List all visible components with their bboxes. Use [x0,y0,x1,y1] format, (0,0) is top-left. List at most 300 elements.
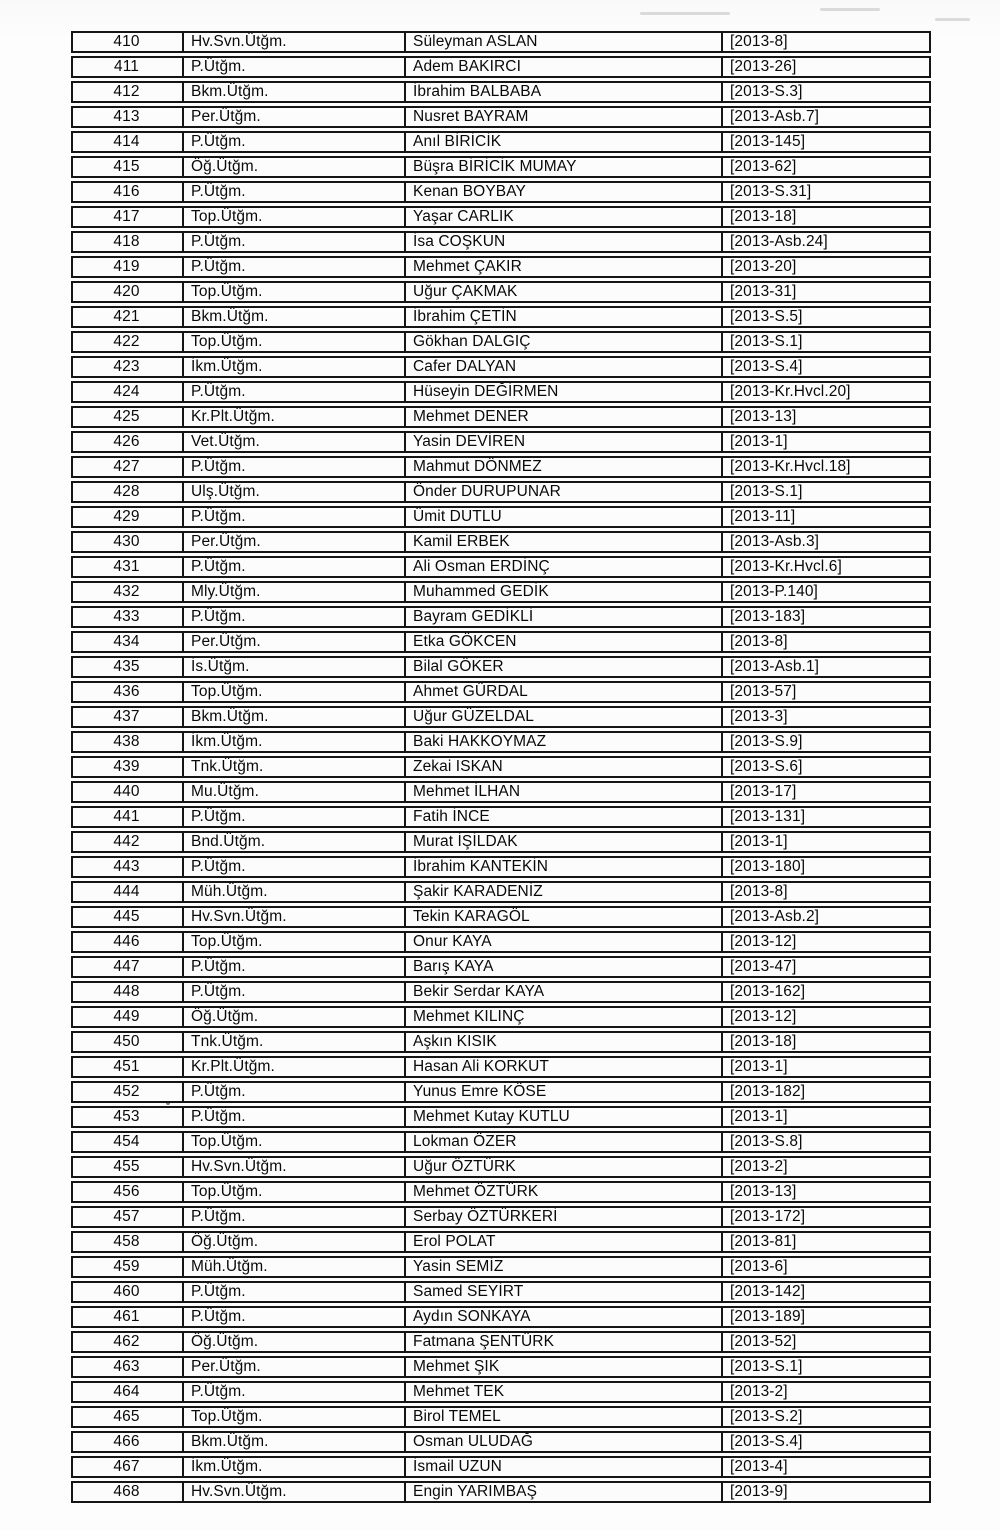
table-row [71,881,931,903]
year-code-cell: [2013-31] [723,281,931,303]
row-number-cell: 425 [71,406,184,428]
row-number-cell: 435 [71,656,184,678]
year-code-cell: [2013-1] [723,831,931,853]
name-cell: Fatih İNCE [406,806,723,828]
year-code-cell: [2013-52] [723,1331,931,1353]
table-row [71,1456,931,1478]
name-cell: İbrahim ÇETİN [406,306,723,328]
table-row [71,1031,931,1053]
scan-artifact [820,8,880,11]
table-row [71,481,931,503]
name-cell: Tekin KARAGÖL [406,906,723,928]
year-code-cell: [2013-13] [723,406,931,428]
name-cell: Etka GÖKCEN [406,631,723,653]
row-number-cell: 413 [71,106,184,128]
year-code-cell: [2013-Asb.3] [723,531,931,553]
row-number-cell: 466 [71,1431,184,1453]
rank-cell: Per.Ütğm. [184,1356,406,1378]
rank-cell: P.Ütğm. [184,56,406,78]
table-row [71,806,931,828]
name-cell: Aşkın KISIK [406,1031,723,1053]
name-cell: Engin YARIMBAŞ [406,1481,723,1503]
name-cell: Uğur ÇAKMAK [406,281,723,303]
year-code-cell: [2013-12] [723,1006,931,1028]
year-code-cell: [2013-1] [723,1106,931,1128]
row-number-cell: 451 [71,1056,184,1078]
year-code-cell: [2013-180] [723,856,931,878]
row-number-cell: 449 [71,1006,184,1028]
year-code-cell: [2013-S.5] [723,306,931,328]
row-number-cell: 439 [71,756,184,778]
table-row [71,981,931,1003]
row-number-cell: 464 [71,1381,184,1403]
table-row [71,181,931,203]
rank-cell: P.Ütğm. [184,181,406,203]
row-number-cell: 462 [71,1331,184,1353]
row-number-cell: 430 [71,531,184,553]
rank-cell: Bkm.Ütğm. [184,706,406,728]
name-cell: Mehmet TEK [406,1381,723,1403]
rank-cell: P.Ütğm. [184,1206,406,1228]
year-code-cell: [2013-S.4] [723,1431,931,1453]
name-cell: Cafer DALYAN [406,356,723,378]
scan-noise-dot [166,1101,170,1105]
row-number-cell: 416 [71,181,184,203]
year-code-cell: [2013-8] [723,881,931,903]
name-cell: Ali Osman ERDİNÇ [406,556,723,578]
row-number-cell: 459 [71,1256,184,1278]
row-number-cell: 443 [71,856,184,878]
row-number-cell: 444 [71,881,184,903]
row-number-cell: 420 [71,281,184,303]
row-number-cell: 422 [71,331,184,353]
name-cell: Fatmana ŞENTÜRK [406,1331,723,1353]
name-cell: Aydın SONKAYA [406,1306,723,1328]
row-number-cell: 438 [71,731,184,753]
row-number-cell: 427 [71,456,184,478]
rank-cell: P.Ütğm. [184,381,406,403]
name-cell: İbrahim KANTEKİN [406,856,723,878]
rank-cell: Öğ.Ütğm. [184,156,406,178]
name-cell: Osman ULUDAĞ [406,1431,723,1453]
rank-cell: P.Ütğm. [184,1306,406,1328]
row-number-cell: 442 [71,831,184,853]
table-row [71,1331,931,1353]
name-cell: Mehmet KILINÇ [406,1006,723,1028]
rank-cell: Top.Ütğm. [184,1406,406,1428]
table-row [71,381,931,403]
row-number-cell: 455 [71,1156,184,1178]
rank-cell: P.Ütğm. [184,806,406,828]
table-row [71,731,931,753]
table-row [71,1431,931,1453]
table-row [71,1081,931,1103]
table-row [71,1256,931,1278]
table-row [71,256,931,278]
name-cell: Muhammed GEDİK [406,581,723,603]
year-code-cell: [2013-26] [723,56,931,78]
name-cell: Bayram GEDİKLİ [406,606,723,628]
name-cell: Mehmet ÇAKIR [406,256,723,278]
rank-cell: Müh.Ütğm. [184,1256,406,1278]
table-row [71,281,931,303]
table-row [71,356,931,378]
name-cell: Yunus Emre KÖSE [406,1081,723,1103]
year-code-cell: [2013-9] [723,1481,931,1503]
row-number-cell: 461 [71,1306,184,1328]
rank-cell: Per.Ütğm. [184,631,406,653]
rank-cell: Hv.Svn.Ütğm. [184,31,406,53]
year-code-cell: [2013-Asb.24] [723,231,931,253]
rank-cell: Mu.Ütğm. [184,781,406,803]
name-cell: Baki HAKKOYMAZ [406,731,723,753]
rank-cell: Per.Ütğm. [184,106,406,128]
rank-cell: Per.Ütğm. [184,531,406,553]
name-cell: İbrahim BALBABA [406,81,723,103]
name-cell: Kamil ERBEK [406,531,723,553]
table-row [71,556,931,578]
name-cell: Uğur ÖZTÜRK [406,1156,723,1178]
rank-cell: Top.Ütğm. [184,281,406,303]
name-cell: Yasin DEVİREN [406,431,723,453]
rank-cell: Top.Ütğm. [184,206,406,228]
name-cell: Anıl BİRİCİK [406,131,723,153]
year-code-cell: [2013-S.2] [723,1406,931,1428]
row-number-cell: 415 [71,156,184,178]
year-code-cell: [2013-2] [723,1156,931,1178]
row-number-cell: 411 [71,56,184,78]
year-code-cell: [2013-18] [723,206,931,228]
year-code-cell: [2013-P.140] [723,581,931,603]
table-row [71,81,931,103]
rank-cell: Vet.Ütğm. [184,431,406,453]
year-code-cell: [2013-6] [723,1256,931,1278]
rank-cell: Hv.Svn.Ütğm. [184,1481,406,1503]
rank-cell: İkm.Ütğm. [184,731,406,753]
year-code-cell: [2013-62] [723,156,931,178]
row-number-cell: 410 [71,31,184,53]
table-row [71,656,931,678]
table-row [71,581,931,603]
row-number-cell: 423 [71,356,184,378]
name-cell: Yaşar CARLIK [406,206,723,228]
table-row [71,1481,931,1503]
rank-cell: P.Ütğm. [184,506,406,528]
name-cell: Kenan BOYBAY [406,181,723,203]
personnel-table [71,28,931,1506]
name-cell: Mahmut DÖNMEZ [406,456,723,478]
row-number-cell: 445 [71,906,184,928]
table-row [71,781,931,803]
table-row [71,431,931,453]
name-cell: Gökhan DALGIÇ [406,331,723,353]
name-cell: Şakir KARADENİZ [406,881,723,903]
table-row [71,1181,931,1203]
name-cell: Bilal GÖKER [406,656,723,678]
row-number-cell: 446 [71,931,184,953]
table-row [71,1231,931,1253]
table-row [71,456,931,478]
rank-cell: Kr.Plt.Ütğm. [184,406,406,428]
table-row [71,1156,931,1178]
table-row [71,906,931,928]
table-row [71,1381,931,1403]
row-number-cell: 468 [71,1481,184,1503]
rank-cell: Öğ.Ütğm. [184,1231,406,1253]
rank-cell: P.Ütğm. [184,456,406,478]
row-number-cell: 465 [71,1406,184,1428]
table-row [71,856,931,878]
rank-cell: Öğ.Ütğm. [184,1006,406,1028]
year-code-cell: [2013-Asb.1] [723,656,931,678]
row-number-cell: 467 [71,1456,184,1478]
row-number-cell: 414 [71,131,184,153]
table-row [71,331,931,353]
row-number-cell: 428 [71,481,184,503]
rank-cell: Tnk.Ütğm. [184,1031,406,1053]
year-code-cell: [2013-145] [723,131,931,153]
rank-cell: Top.Ütğm. [184,931,406,953]
name-cell: Barış KAYA [406,956,723,978]
year-code-cell: [2013-20] [723,256,931,278]
year-code-cell: [2013-S.9] [723,731,931,753]
rank-cell: P.Ütğm. [184,556,406,578]
table-row [71,206,931,228]
rank-cell: Bkm.Ütğm. [184,306,406,328]
row-number-cell: 412 [71,81,184,103]
rank-cell: Mly.Ütğm. [184,581,406,603]
year-code-cell: [2013-Kr.Hvcl.6] [723,556,931,578]
name-cell: Mehmet Kutay KUTLU [406,1106,723,1128]
row-number-cell: 418 [71,231,184,253]
year-code-cell: [2013-182] [723,1081,931,1103]
table-row [71,56,931,78]
table-row [71,1056,931,1078]
year-code-cell: [2013-Kr.Hvcl.20] [723,381,931,403]
row-number-cell: 433 [71,606,184,628]
row-number-cell: 429 [71,506,184,528]
table-row [71,931,931,953]
table-row [71,306,931,328]
row-number-cell: 436 [71,681,184,703]
table-row [71,106,931,128]
year-code-cell: [2013-47] [723,956,931,978]
rank-cell: Hv.Svn.Ütğm. [184,906,406,928]
table-row [71,1206,931,1228]
year-code-cell: [2013-57] [723,681,931,703]
row-number-cell: 431 [71,556,184,578]
name-cell: İsa COŞKUN [406,231,723,253]
year-code-cell: [2013-S.4] [723,356,931,378]
year-code-cell: [2013-Kr.Hvcl.18] [723,456,931,478]
year-code-cell: [2013-1] [723,1056,931,1078]
table-row [71,1106,931,1128]
rank-cell: P.Ütğm. [184,1381,406,1403]
year-code-cell: [2013-S.1] [723,331,931,353]
rank-cell: P.Ütğm. [184,956,406,978]
rank-cell: Bkm.Ütğm. [184,1431,406,1453]
row-number-cell: 463 [71,1356,184,1378]
rank-cell: P.Ütğm. [184,1081,406,1103]
year-code-cell: [2013-S.6] [723,756,931,778]
year-code-cell: [2013-12] [723,931,931,953]
year-code-cell: [2013-13] [723,1181,931,1203]
table-row [71,606,931,628]
year-code-cell: [2013-S.8] [723,1131,931,1153]
year-code-cell: [2013-131] [723,806,931,828]
year-code-cell: [2013-Asb.2] [723,906,931,928]
table-row [71,231,931,253]
year-code-cell: [2013-183] [723,606,931,628]
rank-cell: Tnk.Ütğm. [184,756,406,778]
name-cell: Mehmet DENER [406,406,723,428]
rank-cell: P.Ütğm. [184,606,406,628]
row-number-cell: 440 [71,781,184,803]
rank-cell: Hv.Svn.Ütğm. [184,1156,406,1178]
table-row [71,131,931,153]
rank-cell: P.Ütğm. [184,1106,406,1128]
row-number-cell: 454 [71,1131,184,1153]
table-row [71,681,931,703]
year-code-cell: [2013-3] [723,706,931,728]
table-row [71,756,931,778]
rank-cell: Öğ.Ütğm. [184,1331,406,1353]
row-number-cell: 432 [71,581,184,603]
row-number-cell: 458 [71,1231,184,1253]
year-code-cell: [2013-172] [723,1206,931,1228]
scan-artifact [935,18,970,21]
name-cell: Hüseyin DEĞİRMEN [406,381,723,403]
name-cell: Önder DURUPUNAR [406,481,723,503]
table-row [71,956,931,978]
table-row [71,156,931,178]
row-number-cell: 453 [71,1106,184,1128]
year-code-cell: [2013-1] [723,431,931,453]
name-cell: Büşra BİRİCİK MUMAY [406,156,723,178]
rank-cell: Bnd.Ütğm. [184,831,406,853]
table-row [71,531,931,553]
name-cell: Bekir Serdar KAYA [406,981,723,1003]
rank-cell: P.Ütğm. [184,981,406,1003]
year-code-cell: [2013-8] [723,31,931,53]
year-code-cell: [2013-Asb.7] [723,106,931,128]
name-cell: Yasin SEMİZ [406,1256,723,1278]
name-cell: Samed SEYİRT [406,1281,723,1303]
name-cell: Onur KAYA [406,931,723,953]
name-cell: Ümit DUTLU [406,506,723,528]
row-number-cell: 457 [71,1206,184,1228]
table-row [71,1131,931,1153]
year-code-cell: [2013-81] [723,1231,931,1253]
row-number-cell: 447 [71,956,184,978]
row-number-cell: 424 [71,381,184,403]
year-code-cell: [2013-S.31] [723,181,931,203]
year-code-cell: [2013-8] [723,631,931,653]
table-row [71,1306,931,1328]
name-cell: Lokman ÖZER [406,1131,723,1153]
name-cell: Zekai ISKAN [406,756,723,778]
table-row [71,1006,931,1028]
year-code-cell: [2013-4] [723,1456,931,1478]
year-code-cell: [2013-11] [723,506,931,528]
rank-cell: P.Ütğm. [184,131,406,153]
rank-cell: İs.Ütğm. [184,656,406,678]
name-cell: Mehmet İLHAN [406,781,723,803]
scan-artifact [640,12,730,15]
name-cell: Ahmet GÜRDAL [406,681,723,703]
year-code-cell: [2013-17] [723,781,931,803]
table-row [71,1356,931,1378]
name-cell: Nusret BAYRAM [406,106,723,128]
year-code-cell: [2013-18] [723,1031,931,1053]
rank-cell: Kr.Plt.Ütğm. [184,1056,406,1078]
table-row [71,1281,931,1303]
rank-cell: Top.Ütğm. [184,1131,406,1153]
table-row [71,831,931,853]
rank-cell: Bkm.Ütğm. [184,81,406,103]
table-row [71,506,931,528]
rank-cell: Ulş.Ütğm. [184,481,406,503]
name-cell: İsmail UZUN [406,1456,723,1478]
rank-cell: Top.Ütğm. [184,681,406,703]
row-number-cell: 441 [71,806,184,828]
name-cell: Birol TEMEL [406,1406,723,1428]
rank-cell: P.Ütğm. [184,1281,406,1303]
row-number-cell: 456 [71,1181,184,1203]
year-code-cell: [2013-162] [723,981,931,1003]
year-code-cell: [2013-S.1] [723,1356,931,1378]
rank-cell: Müh.Ütğm. [184,881,406,903]
name-cell: Murat İŞİLDAK [406,831,723,853]
name-cell: Adem BAKIRCI [406,56,723,78]
rank-cell: Top.Ütğm. [184,331,406,353]
name-cell: Uğur GÜZELDAL [406,706,723,728]
row-number-cell: 417 [71,206,184,228]
row-number-cell: 460 [71,1281,184,1303]
row-number-cell: 452 [71,1081,184,1103]
rank-cell: İkm.Ütğm. [184,1456,406,1478]
table-row [71,1406,931,1428]
rank-cell: İkm.Ütğm. [184,356,406,378]
row-number-cell: 437 [71,706,184,728]
rank-cell: P.Ütğm. [184,231,406,253]
year-code-cell: [2013-S.1] [723,481,931,503]
name-cell: Serbay ÖZTÜRKERİ [406,1206,723,1228]
year-code-cell: [2013-2] [723,1381,931,1403]
rank-cell: P.Ütğm. [184,856,406,878]
name-cell: Süleyman ASLAN [406,31,723,53]
name-cell: Mehmet ŞIK [406,1356,723,1378]
table-row [71,706,931,728]
row-number-cell: 448 [71,981,184,1003]
table-row [71,631,931,653]
row-number-cell: 426 [71,431,184,453]
name-cell: Erol POLAT [406,1231,723,1253]
rank-cell: Top.Ütğm. [184,1181,406,1203]
table-row [71,31,931,53]
personnel-table-body [71,31,931,1503]
name-cell: Mehmet ÖZTÜRK [406,1181,723,1203]
year-code-cell: [2013-S.3] [723,81,931,103]
row-number-cell: 419 [71,256,184,278]
name-cell: Hasan Ali KORKUT [406,1056,723,1078]
row-number-cell: 434 [71,631,184,653]
row-number-cell: 450 [71,1031,184,1053]
year-code-cell: [2013-142] [723,1281,931,1303]
rank-cell: P.Ütğm. [184,256,406,278]
row-number-cell: 421 [71,306,184,328]
year-code-cell: [2013-189] [723,1306,931,1328]
